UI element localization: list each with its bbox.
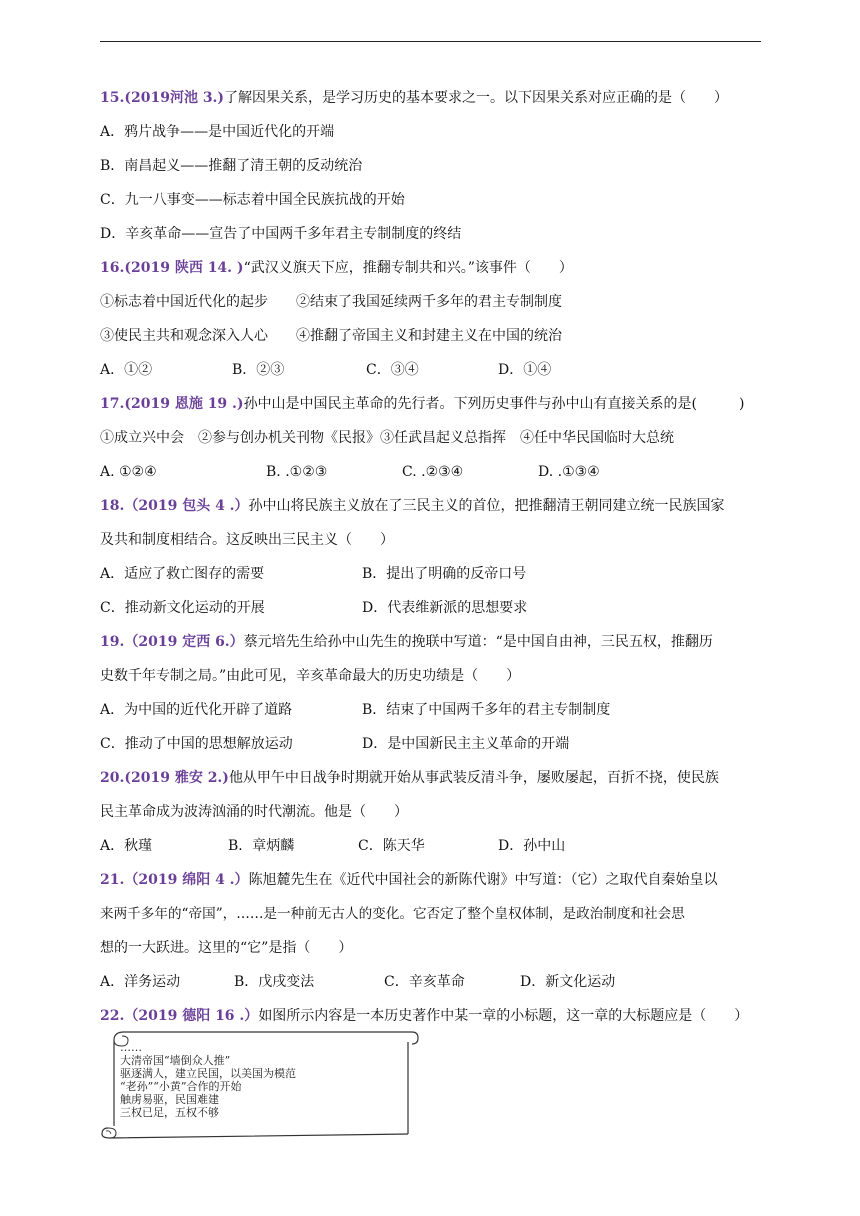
option: C．推动了中国的思想解放运动 bbox=[100, 736, 293, 752]
statement-item: ①成立兴中会 ②参与创办机关刊物《民报》③任武昌起义总指挥 ④任中华民国临时大总统 bbox=[100, 430, 674, 446]
question-number: 15.(2019河池 3.) bbox=[100, 90, 225, 106]
option: A. ①②④ bbox=[100, 464, 157, 480]
option: D. .①③④ bbox=[538, 464, 600, 480]
header-rule bbox=[100, 41, 761, 42]
question-number: 20.(2019 雅安 2.) bbox=[100, 770, 229, 786]
question-18-stem: 18.（2019 包头 4 .）孙中山将民族主义放在了三民主义的首位，把推翻清王朝同建立统一民族国家 bbox=[100, 498, 725, 514]
option: C．③④ bbox=[366, 362, 419, 378]
option: D．代表维新派的思想要求 bbox=[362, 600, 528, 616]
question-stem-continued: 民主革命成为波涛汹涌的时代潮流。他是（ ） bbox=[100, 804, 408, 820]
option: C．九一八事变——标志着中国全民族抗战的开始 bbox=[100, 192, 405, 208]
option-row bbox=[100, 460, 762, 494]
option: B．南昌起义——推翻了清王朝的反动统治 bbox=[100, 158, 363, 174]
question-stem-continued: 史数千年专制之局。”由此可见，辛亥革命最大的历史功绩是（ ） bbox=[100, 668, 521, 684]
option: D．①④ bbox=[498, 362, 552, 378]
option: C．推动新文化运动的开展 bbox=[100, 600, 265, 616]
question-number: 17.(2019 恩施 19 .) bbox=[100, 396, 244, 412]
option: A．洋务运动 bbox=[100, 974, 181, 990]
question-stem-continued: 及共和制度相结合。这反映出三民主义（ ） bbox=[100, 532, 394, 548]
scroll-line: 大清帝国“墙倒众人推” bbox=[120, 1054, 231, 1067]
scroll-line: 触虏易驱，民国难建 bbox=[120, 1093, 219, 1106]
question-19-stem: 19.（2019 定西 6.）蔡元培先生给孙中山先生的挽联中写道：“是中国自由神，三民五权，推翻历 bbox=[100, 634, 713, 650]
option-row bbox=[100, 834, 762, 868]
question-22-stem: 22.（2019 德阳 16 .）如图所示内容是一本历史著作中某一章的小标题，这一章的大标题应是（ ） bbox=[100, 1008, 749, 1024]
question-list bbox=[100, 86, 762, 1038]
scroll-line: 驱逐满人，建立民国，以美国为模范 bbox=[120, 1067, 296, 1080]
option: D．是中国新民主主义革命的开端 bbox=[362, 736, 570, 752]
option: C．陈天华 bbox=[358, 838, 425, 854]
option-row bbox=[100, 698, 762, 732]
question-stem-continued: 想的一大跃进。这里的“它”是指（ ） bbox=[100, 940, 353, 956]
scroll-line: 三权已足，五权不够 bbox=[120, 1106, 219, 1119]
option: B．②③ bbox=[232, 362, 285, 378]
question-21-stem: 21.（2019 绵阳 4 .）陈旭麓先生在《近代中国社会的新陈代谢》中写道：（它）之取代自秦始皇以 bbox=[100, 872, 718, 888]
scroll-line: “老孙”“小黄”合作的开始 bbox=[120, 1080, 242, 1093]
question-15-stem: 15.(2019河池 3.)了解因果关系，是学习历史的基本要求之一。以下因果关系对应正确的是（ ） bbox=[100, 90, 729, 106]
option-row bbox=[100, 562, 762, 596]
option-row bbox=[100, 358, 762, 392]
option: B．章炳麟 bbox=[228, 838, 295, 854]
statement-item: ③使民主共和观念深入人心 ④推翻了帝国主义和封建主义在中国的统治 bbox=[100, 328, 562, 344]
option: A．为中国的近代化开辟了道路 bbox=[100, 702, 293, 718]
option-row bbox=[100, 732, 762, 766]
option: D．新文化运动 bbox=[520, 974, 616, 990]
option: C．辛亥革命 bbox=[384, 974, 465, 990]
option: A．秋瑾 bbox=[100, 838, 153, 854]
question-number: 19.（2019 定西 6.） bbox=[100, 634, 244, 650]
option: A．鸦片战争——是中国近代化的开端 bbox=[100, 124, 335, 140]
question-number: 18.（2019 包头 4 .） bbox=[100, 498, 249, 514]
option: B．结束了中国两千多年的君主专制制度 bbox=[362, 702, 611, 718]
option: B. .①②③ bbox=[266, 464, 328, 480]
scroll-text bbox=[120, 1041, 296, 1119]
question-stem-continued: 来两千多年的“帝国”，……是一种前无古人的变化。它否定了整个皇权体制，是政治制度和社会思 bbox=[100, 906, 685, 922]
option: B．提出了明确的反帝口号 bbox=[362, 566, 527, 582]
option: A．①② bbox=[100, 362, 153, 378]
statement-item: ①标志着中国近代化的起步 ②结束了我国延续两千多年的君主专制制度 bbox=[100, 294, 562, 310]
scroll-figure bbox=[100, 1030, 420, 1140]
option: C. .②③④ bbox=[402, 464, 464, 480]
question-number: 21.（2019 绵阳 4 .） bbox=[100, 872, 249, 888]
option-row bbox=[100, 596, 762, 630]
option: D．辛亥革命——宣告了中国两千多年君主专制制度的终结 bbox=[100, 226, 462, 242]
option: A．适应了救亡图存的需要 bbox=[100, 566, 265, 582]
scroll-line: …… bbox=[120, 1041, 142, 1054]
option-row bbox=[100, 970, 762, 1004]
question-16-stem: 16.(2019 陕西 14. )“武汉义旗天下应，推翻专制共和兴。”该事件（ ） bbox=[100, 260, 573, 276]
question-20-stem: 20.(2019 雅安 2.)他从甲午中日战争时期就开始从事武装反清斗争，屡败屡起，百折不挠，使民族 bbox=[100, 770, 719, 786]
question-17-stem: 17.(2019 恩施 19 .)孙中山是中国民主革命的先行者。下列历史事件与孙中山有直接关系的是( ) bbox=[100, 396, 745, 412]
question-number: 16.(2019 陕西 14. ) bbox=[100, 260, 244, 276]
question-number: 22.（2019 德阳 16 .） bbox=[100, 1008, 259, 1024]
option: D．孙中山 bbox=[498, 838, 566, 854]
option: B．戊戌变法 bbox=[234, 974, 315, 990]
